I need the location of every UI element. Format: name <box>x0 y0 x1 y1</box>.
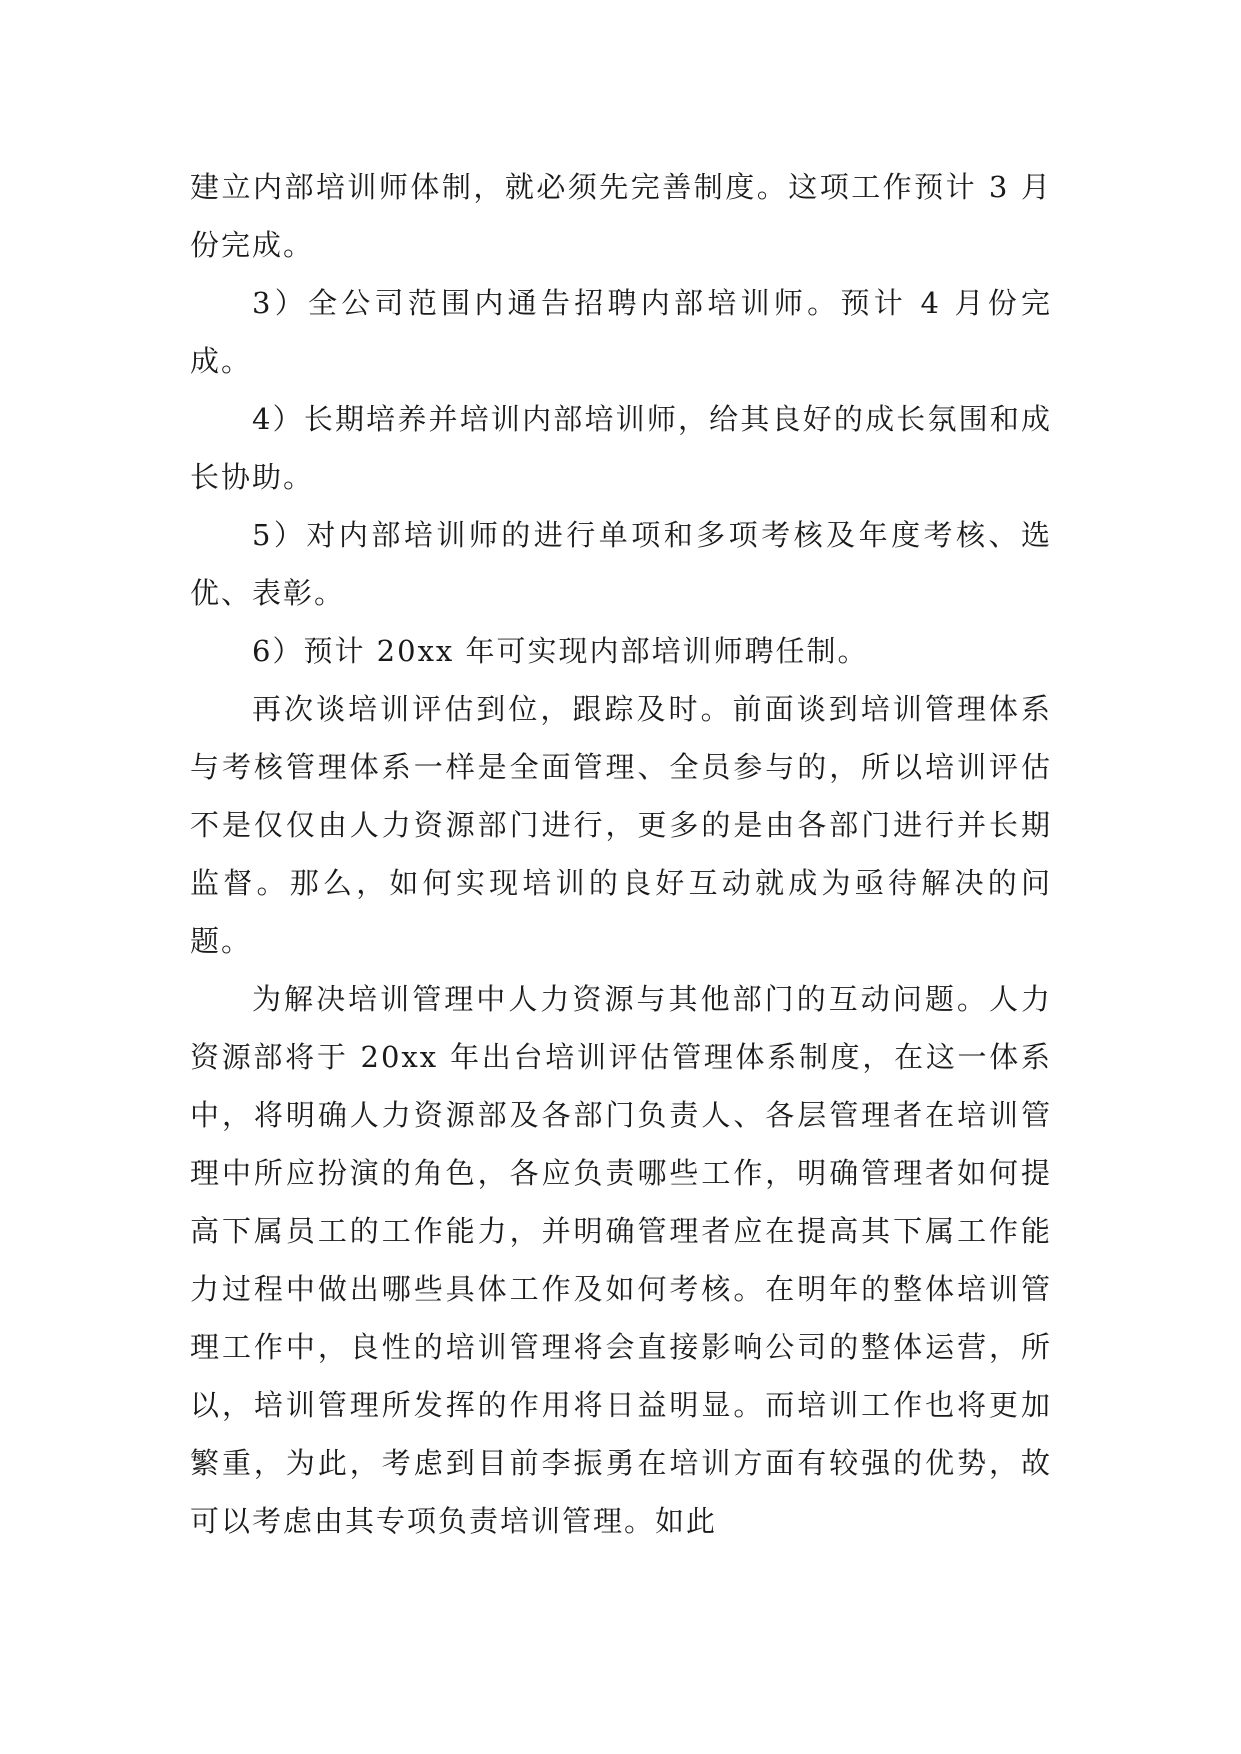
paragraph-item-5: 5）对内部培训师的进行单项和多项考核及年度考核、选优、表彰。 <box>190 518 1052 610</box>
paragraph-internal-trainer-system: 建立内部培训师体制，就必须先完善制度。这项工作预计 3 月份完成。 <box>190 170 1052 262</box>
document-body <box>190 158 1052 1550</box>
paragraph-item-4: 4）长期培养并培训内部培训师，给其良好的成长氛围和成长协助。 <box>190 402 1052 494</box>
paragraph-item-6: 6）预计 20xx 年可实现内部培训师聘任制。 <box>252 634 869 668</box>
paragraph-item-3: 3）全公司范围内通告招聘内部培训师。预计 4 月份完成。 <box>190 286 1052 378</box>
paragraph-interaction-solution: 为解决培训管理中人力资源与其他部门的互动问题。人力资源部将于 20xx 年出台培训评估管理体系制度，在这一体系中，将明确人力资源部及各部门负责人、各层管理者在培训管理中所应扮演的角色，各应负责哪些工作，明确管理者如何提高下属员工的工作能力，并明确管理者应在提高其下属工作能力过程中做出哪些具体工作及如何考核。在明年的整体培训管理工作中，良性的培训管理将会直接影响公司的整体运营，所以，培训管理所发挥的作用将日益明显。而培训工作也将更加繁重，为此，考虑到目前李振勇在培训方面有较强的优势，故可以考虑由其专项负责培训管理。如此 <box>190 982 1052 1538</box>
paragraph-training-evaluation: 再次谈培训评估到位，跟踪及时。前面谈到培训管理体系与考核管理体系一样是全面管理、全员参与的，所以培训评估不是仅仅由人力资源部门进行，更多的是由各部门进行并长期监督。那么，如何实现培训的良好互动就成为亟待解决的问题。 <box>190 692 1052 958</box>
